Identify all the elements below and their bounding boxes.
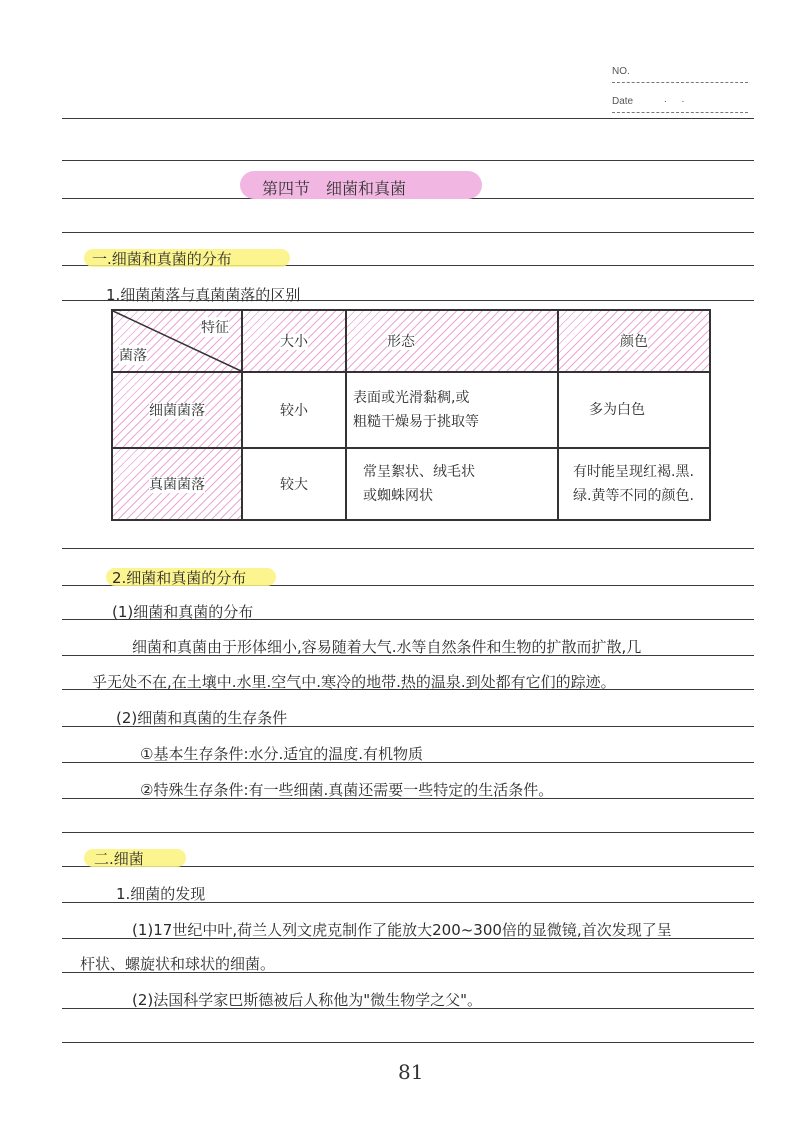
header-shape: 形态 xyxy=(387,334,415,350)
corner-bottom-label: 菌落 xyxy=(119,345,147,365)
header-size-cell xyxy=(242,310,346,372)
colony-comparison-table xyxy=(111,309,711,521)
date-label: Date xyxy=(612,96,634,107)
no-label: NO. xyxy=(612,66,630,77)
row-color-cell xyxy=(558,448,710,520)
header-shape-cell xyxy=(346,310,558,372)
no-dotted-line xyxy=(612,82,748,83)
date-dotted-line xyxy=(612,112,748,113)
row-shape-line1: 表面或光滑黏稠,或 xyxy=(353,390,470,406)
row-shape-cell xyxy=(346,372,558,448)
ruled-line xyxy=(62,832,754,833)
corner-top-label: 特征 xyxy=(201,317,229,337)
living-conditions-title: (2)细菌和真菌的生存条件 xyxy=(116,709,288,727)
living-conditions-item-1: ①基本生存条件:水分.适宜的温度.有机物质 xyxy=(140,745,424,763)
ruled-line xyxy=(62,548,754,549)
ruled-line xyxy=(62,1042,754,1043)
discovery-line-1: (1)17世纪中叶,荷兰人列文虎克制作了能放大200~300倍的显微镜,首次发现了呈 xyxy=(132,921,672,939)
section1-heading: 一.细菌和真菌的分布 xyxy=(92,250,232,268)
row-shape-line1: 常呈絮状、绒毛状 xyxy=(363,464,475,480)
section2-heading: 二.细菌 xyxy=(94,850,144,868)
distribution-line-2: 乎无处不在,在土壤中.水里.空气中.寒冷的地带.热的温泉.到处都有它们的踪迹。 xyxy=(92,673,616,691)
page-number: 81 xyxy=(398,1060,424,1084)
section1-subheading-2: 2.细菌和真菌的分布 xyxy=(112,569,247,587)
ruled-line xyxy=(62,118,754,119)
row-shape-line2: 粗糙干燥易于挑取等 xyxy=(353,414,479,430)
table-row xyxy=(112,372,710,448)
table-row xyxy=(112,448,710,520)
distribution-title: (1)细菌和真菌的分布 xyxy=(112,603,254,621)
row-name: 真菌菌落 xyxy=(149,477,205,493)
row-size: 较大 xyxy=(242,448,346,520)
row-color-cell xyxy=(558,372,710,448)
distribution-line-1: 细菌和真菌由于形体细小,容易随着大气.水等自然条件和生物的扩散而扩散,几 xyxy=(132,638,642,656)
discovery-line-2: 杆状、螺旋状和球状的细菌。 xyxy=(80,955,276,973)
header-color-cell xyxy=(558,310,710,372)
header-color: 颜色 xyxy=(620,334,648,350)
row-color-line1: 多为白色 xyxy=(589,402,645,418)
date-dots: . . xyxy=(664,94,691,105)
row-name-cell xyxy=(112,372,242,448)
row-color-line2: 绿.黄等不同的颜色. xyxy=(573,488,694,504)
header-size: 大小 xyxy=(280,334,308,350)
discovery-item-2: (2)法国科学家巴斯德被后人称他为"微生物学之父"。 xyxy=(132,991,483,1009)
section1-subheading-1: 1.细菌菌落与真菌菌落的区别 xyxy=(106,286,301,304)
ruled-line xyxy=(62,232,754,233)
row-color-line1: 有时能呈现红褐.黑. xyxy=(573,464,694,480)
section2-subheading-1: 1.细菌的发现 xyxy=(116,885,206,903)
table-corner-cell xyxy=(112,310,242,372)
row-shape-line2: 或蜘蛛网状 xyxy=(363,488,433,504)
page-title: 第四节 细菌和真菌 xyxy=(262,179,407,198)
ruled-line xyxy=(62,160,754,161)
row-shape-cell xyxy=(346,448,558,520)
row-name-cell xyxy=(112,448,242,520)
living-conditions-item-2: ②特殊生存条件:有一些细菌.真菌还需要一些特定的生活条件。 xyxy=(140,781,554,799)
row-name: 细菌菌落 xyxy=(149,403,205,419)
row-size: 较小 xyxy=(242,372,346,448)
